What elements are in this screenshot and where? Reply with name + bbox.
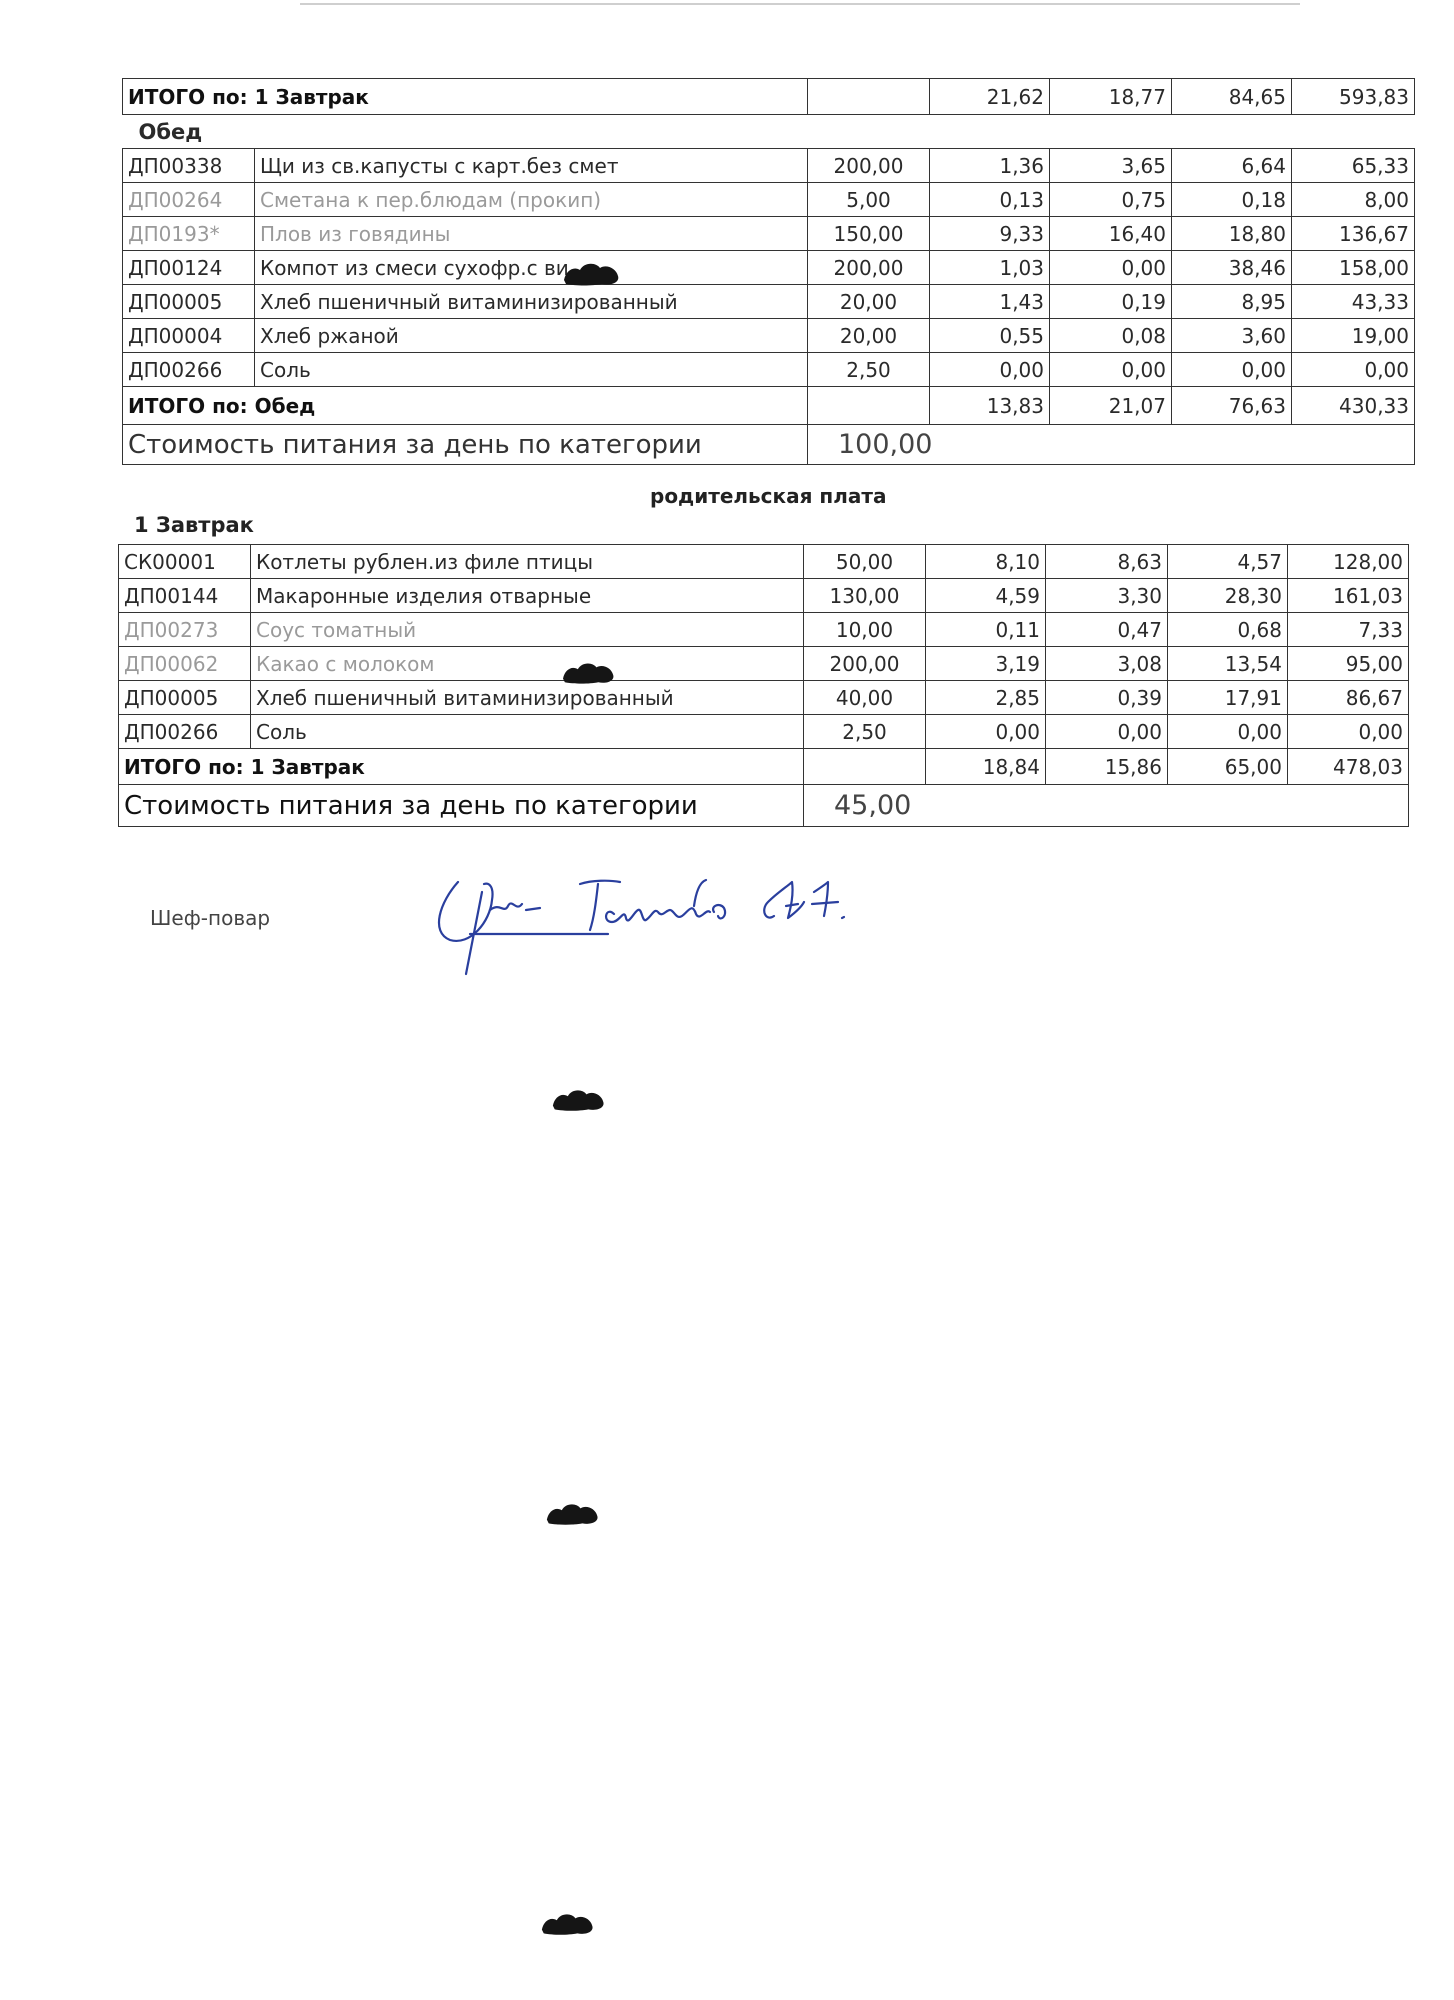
section-row [123, 115, 1415, 149]
table-row [123, 353, 1415, 387]
dish-name: Хлеб пшеничный витаминизированный [255, 285, 808, 319]
dish-v2: 0,75 [1050, 183, 1172, 217]
dish-v3: 0,00 [1168, 715, 1288, 749]
ink-blot [562, 260, 622, 288]
lunch-total-row [123, 387, 1415, 425]
dish-v2: 0,00 [1050, 251, 1172, 285]
breakfast2-total-v4: 478,03 [1288, 749, 1409, 785]
chef-label: Шеф-повар [150, 906, 271, 930]
lunch-total-v1: 13,83 [930, 387, 1050, 425]
table-row [119, 545, 1409, 579]
dish-name: Плов из говядины [255, 217, 808, 251]
dish-amount: 20,00 [808, 319, 930, 353]
chef-signature [430, 862, 910, 982]
dish-v1: 0,00 [926, 715, 1046, 749]
dish-v2: 8,63 [1046, 545, 1168, 579]
dish-v3: 6,64 [1172, 149, 1292, 183]
dish-v3: 0,68 [1168, 613, 1288, 647]
dish-v4: 95,00 [1288, 647, 1409, 681]
dish-v4: 161,03 [1288, 579, 1409, 613]
dish-amount: 130,00 [804, 579, 926, 613]
table-row [123, 251, 1415, 285]
breakfast-table [118, 544, 1409, 827]
dish-v2: 0,00 [1050, 353, 1172, 387]
dish-v4: 7,33 [1288, 613, 1409, 647]
empty-cell [808, 79, 930, 115]
dish-v1: 0,13 [930, 183, 1050, 217]
breakfast2-total-v2: 15,86 [1046, 749, 1168, 785]
dish-v1: 8,10 [926, 545, 1046, 579]
cost-value: 100,00 [808, 425, 1415, 465]
dish-v2: 3,30 [1046, 579, 1168, 613]
lunch-total-label: ИТОГО по: Обед [123, 387, 808, 425]
dish-amount: 2,50 [808, 353, 930, 387]
ink-blot [540, 1910, 596, 1938]
dish-v4: 86,67 [1288, 681, 1409, 715]
dish-v1: 0,55 [930, 319, 1050, 353]
table-row [119, 613, 1409, 647]
cost-value: 45,00 [804, 785, 1409, 827]
table-row [119, 647, 1409, 681]
scan-edge-line [300, 3, 1300, 5]
dish-v2: 0,47 [1046, 613, 1168, 647]
breakfast2-total-label: ИТОГО по: 1 Завтрак [119, 749, 804, 785]
table-row [119, 579, 1409, 613]
dish-name: Щи из св.капусты с карт.без смет [255, 149, 808, 183]
cost-label: Стоимость питания за день по категории [119, 785, 804, 827]
dish-v3: 38,46 [1172, 251, 1292, 285]
dish-v2: 0,19 [1050, 285, 1172, 319]
dish-v1: 9,33 [930, 217, 1050, 251]
lunch-section-label: Обед [123, 115, 1415, 149]
dish-v4: 0,00 [1288, 715, 1409, 749]
breakfast-rows [119, 545, 1409, 749]
dish-v1: 3,19 [926, 647, 1046, 681]
dish-amount: 5,00 [808, 183, 930, 217]
breakfast-total-v3: 84,65 [1172, 79, 1292, 115]
dish-v1: 2,85 [926, 681, 1046, 715]
dish-name: Хлеб ржаной [255, 319, 808, 353]
dish-v4: 0,00 [1292, 353, 1415, 387]
dish-amount: 40,00 [804, 681, 926, 715]
dish-code: ДП00266 [119, 715, 251, 749]
lunch-table [122, 78, 1415, 465]
empty-cell [804, 749, 926, 785]
table-row [123, 183, 1415, 217]
dish-v2: 0,39 [1046, 681, 1168, 715]
dish-v3: 0,18 [1172, 183, 1292, 217]
dish-amount: 2,50 [804, 715, 926, 749]
dish-v1: 1,36 [930, 149, 1050, 183]
empty-cell [808, 387, 930, 425]
cost-label: Стоимость питания за день по категории [123, 425, 808, 465]
cost-row [119, 785, 1409, 827]
ink-blot [551, 1086, 607, 1114]
dish-v2: 0,08 [1050, 319, 1172, 353]
dish-v4: 65,33 [1292, 149, 1415, 183]
dish-v3: 13,54 [1168, 647, 1288, 681]
table-row [123, 149, 1415, 183]
dish-code: ДП0193* [123, 217, 255, 251]
dish-name: Компот из смеси сухофр.с ви [255, 251, 808, 285]
dish-v4: 136,67 [1292, 217, 1415, 251]
dish-code: ДП00264 [123, 183, 255, 217]
breakfast-total-label: ИТОГО по: 1 Завтрак [123, 79, 808, 115]
breakfast-total-v1: 21,62 [930, 79, 1050, 115]
lunch-total-v2: 21,07 [1050, 387, 1172, 425]
dish-v1: 0,00 [930, 353, 1050, 387]
table-row [119, 715, 1409, 749]
dish-name: Сметана к пер.блюдам (прокип) [255, 183, 808, 217]
table-row [119, 681, 1409, 715]
table-row [123, 217, 1415, 251]
dish-v4: 43,33 [1292, 285, 1415, 319]
dish-code: СК00001 [119, 545, 251, 579]
dish-v3: 28,30 [1168, 579, 1288, 613]
breakfast-total-row [123, 79, 1415, 115]
breakfast2-total-row [119, 749, 1409, 785]
ink-blot [560, 660, 618, 686]
dish-code: ДП00004 [123, 319, 255, 353]
dish-name: Какао с молоком [251, 647, 804, 681]
dish-amount: 10,00 [804, 613, 926, 647]
dish-v4: 8,00 [1292, 183, 1415, 217]
ink-blot [545, 1500, 601, 1528]
dish-amount: 200,00 [808, 251, 930, 285]
table-row [123, 285, 1415, 319]
breakfast-total-v4: 593,83 [1292, 79, 1415, 115]
dish-v3: 8,95 [1172, 285, 1292, 319]
breakfast2-total-v3: 65,00 [1168, 749, 1288, 785]
dish-amount: 50,00 [804, 545, 926, 579]
dish-name: Соус томатный [251, 613, 804, 647]
dish-v2: 3,65 [1050, 149, 1172, 183]
dish-v4: 19,00 [1292, 319, 1415, 353]
dish-name: Соль [251, 715, 804, 749]
dish-v3: 3,60 [1172, 319, 1292, 353]
dish-amount: 20,00 [808, 285, 930, 319]
breakfast-section-label: 1 Завтрак [134, 513, 254, 537]
dish-v1: 0,11 [926, 613, 1046, 647]
dish-amount: 150,00 [808, 217, 930, 251]
dish-v2: 3,08 [1046, 647, 1168, 681]
table-row [123, 319, 1415, 353]
dish-code: ДП00144 [119, 579, 251, 613]
dish-v3: 0,00 [1172, 353, 1292, 387]
lunch-rows [123, 149, 1415, 387]
parent-fee-caption: родительская плата [650, 484, 887, 508]
dish-code: ДП00062 [119, 647, 251, 681]
dish-code: ДП00266 [123, 353, 255, 387]
breakfast-total-v2: 18,77 [1050, 79, 1172, 115]
dish-amount: 200,00 [804, 647, 926, 681]
lunch-total-v4: 430,33 [1292, 387, 1415, 425]
dish-v1: 4,59 [926, 579, 1046, 613]
dish-v1: 1,03 [930, 251, 1050, 285]
lunch-total-v3: 76,63 [1172, 387, 1292, 425]
dish-name: Макаронные изделия отварные [251, 579, 804, 613]
dish-v4: 158,00 [1292, 251, 1415, 285]
dish-name: Соль [255, 353, 808, 387]
dish-code: ДП00005 [119, 681, 251, 715]
dish-code: ДП00338 [123, 149, 255, 183]
dish-v1: 1,43 [930, 285, 1050, 319]
dish-code: ДП00124 [123, 251, 255, 285]
dish-code: ДП00273 [119, 613, 251, 647]
dish-amount: 200,00 [808, 149, 930, 183]
dish-v3: 17,91 [1168, 681, 1288, 715]
dish-v2: 16,40 [1050, 217, 1172, 251]
cost-row [123, 425, 1415, 465]
dish-v3: 4,57 [1168, 545, 1288, 579]
dish-v2: 0,00 [1046, 715, 1168, 749]
dish-name: Котлеты рублен.из филе птицы [251, 545, 804, 579]
dish-v3: 18,80 [1172, 217, 1292, 251]
dish-v4: 128,00 [1288, 545, 1409, 579]
breakfast2-total-v1: 18,84 [926, 749, 1046, 785]
dish-code: ДП00005 [123, 285, 255, 319]
dish-name: Хлеб пшеничный витаминизированный [251, 681, 804, 715]
